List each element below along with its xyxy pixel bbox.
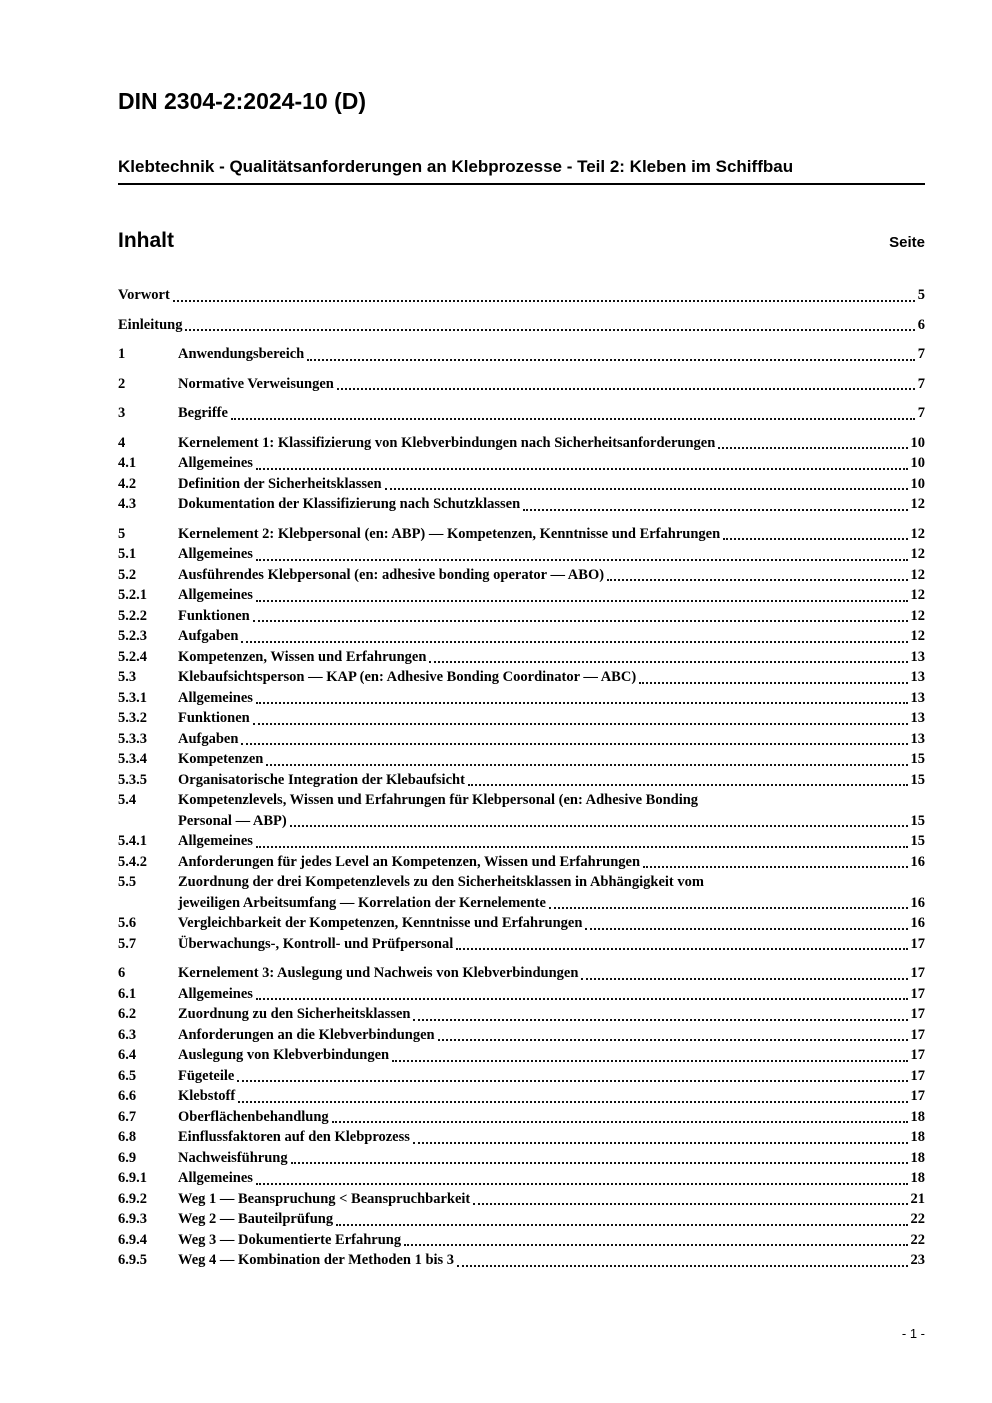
dot-leader [253,723,908,725]
toc-entry [118,453,925,474]
dot-leader [291,1162,908,1164]
toc-entry-number: 5.1 [118,546,137,562]
toc-entry [118,688,925,709]
toc-entry-page: 22 [910,1211,925,1227]
toc-entry-number: 5.5 [118,874,137,890]
toc-entry [118,647,925,668]
dot-leader [473,1203,907,1205]
toc-entry [118,1045,925,1066]
dot-leader [237,1080,907,1082]
toc-entry-number: 5.6 [118,915,137,931]
toc-entry [118,1107,925,1128]
toc-entry-number: 6 [118,965,126,981]
toc-entry [118,667,925,688]
toc-entry [118,606,925,627]
toc-entry-number: 6.9.2 [118,1190,147,1207]
toc-entry-number: 5.3.2 [118,710,147,726]
toc-entry-title: jeweiligen Arbeitsumfang — Korrelation der Kernelemente [178,894,546,911]
toc-entry-title: Allgemeines [178,587,253,603]
toc-entry [118,1025,925,1046]
toc-entry-page: 18 [910,1129,925,1145]
toc-entry [118,315,925,336]
toc-entry [118,1250,925,1271]
toc-entry-number: 5.3.4 [118,751,147,767]
toc-entry-title: Funktionen [178,710,250,726]
dot-leader [256,600,908,602]
toc-entry-number: 5.3.1 [118,689,147,706]
dot-leader [643,866,907,868]
document-number: DIN 2304-2:2024-10 (D) [118,88,367,114]
page-column-label: Seite [889,234,925,251]
toc-entry-number: 6.5 [118,1067,137,1084]
toc-entry-title: Kernelement 1: Klassifizierung von Klebverbindungen nach Sicherheitsanforderungen [178,434,716,451]
toc-entry-page: 23 [910,1252,925,1268]
toc-entry-page: 13 [910,730,925,747]
toc-entry-title: Zuordnung zu den Sicherheitsklassen [178,1006,411,1022]
toc-entry [118,934,925,955]
toc-entry-number: 6.9.5 [118,1252,147,1268]
toc-entry-page: 15 [910,751,925,767]
toc-entry-page: 17 [910,1088,925,1104]
toc-entry-title: Klebaufsichtsperson — KAP (en: Adhesive Bonding Coordinator — ABC) [178,669,637,685]
toc-entry [118,852,925,873]
toc-entry [118,403,925,424]
toc-entry [118,729,925,750]
toc-entry-title: Personal — ABP) [178,812,287,829]
toc-entry-title: Kompetenzlevels, Wissen und Erfahrungen für Klebpersonal (en: Adhesive Bonding [178,792,699,808]
toc-entry-page: 12 [910,628,925,644]
dot-leader [256,702,908,704]
toc-entry-number: 3 [118,405,126,421]
toc-entry [118,374,925,395]
toc-entry-page: 18 [910,1108,925,1125]
toc-entry-number: 5.7 [118,935,137,952]
toc-entry-number: 6.9.4 [118,1231,147,1248]
toc-entry-page: 12 [910,496,925,512]
toc-entry-page: 16 [910,915,925,931]
toc-entry-title: Allgemeines [178,689,253,706]
toc-entry-page: 17 [910,935,925,952]
toc-entry-title: Vergleichbarkeit der Kompetenzen, Kenntnisse und Erfahrungen [178,915,583,931]
toc-entry-number: 6.6 [118,1088,137,1104]
toc-entry-title: Nachweisführung [178,1149,288,1166]
toc-entry [118,913,925,934]
toc-entry [118,524,925,545]
toc-entry-title: Organisatorische Integration der Klebaufsicht [178,771,465,788]
toc-entry-page: 17 [910,1026,925,1043]
toc-entry-page: 21 [910,1190,925,1207]
toc-entry-title: Einleitung [118,316,183,333]
dot-leader [337,388,915,390]
toc-entry-title: Einflussfaktoren auf den Klebprozess [178,1129,410,1145]
toc-entry [118,626,925,647]
toc-entry-page: 17 [910,1006,925,1022]
toc-entry [118,790,925,831]
toc-entry-page: 6 [917,316,925,333]
toc-entry-page: 10 [910,455,925,471]
dot-leader [523,509,907,511]
dot-leader [241,743,907,745]
dot-leader [332,1121,908,1123]
toc-entry [118,708,925,729]
toc-entry-number: 5.2.4 [118,648,147,665]
toc-entry [118,285,925,306]
toc-entry-number: 5.3.3 [118,730,147,747]
toc-entry-page: 7 [917,346,925,362]
toc-entry-page: 5 [917,287,925,303]
toc-entry-number: 5.2.2 [118,607,147,624]
toc-entry-page: 16 [910,894,925,911]
toc-entry-title: Aufgaben [178,730,239,747]
toc-entry-number: 5.2 [118,566,137,583]
toc-entry-title: Anwendungsbereich [178,346,305,362]
toc-entry-title: Fügeteile [178,1067,235,1084]
toc-entry-page: 15 [910,812,925,829]
toc-entry-page: 17 [910,1047,925,1063]
toc-entry-page: 12 [910,566,925,583]
toc-entry-page: 10 [910,475,925,492]
dot-leader [256,998,908,1000]
dot-leader [256,846,908,848]
toc-entry-number: 6.4 [118,1047,137,1063]
dot-leader [639,682,907,684]
toc-entry [118,1086,925,1107]
dot-leader [336,1224,907,1226]
toc-entry-number: 5.4 [118,792,137,808]
toc-entry-page: 15 [910,771,925,788]
dot-leader [385,488,908,490]
dot-leader [718,447,907,449]
toc-entry-page: 16 [910,853,925,870]
toc-entry [118,770,925,791]
toc-entry [118,831,925,852]
toc-entry-title: Dokumentation der Klassifizierung nach Schutzklassen [178,496,521,512]
dot-leader [256,468,908,470]
toc-entry-page: 17 [910,965,925,981]
toc-entry-page: 18 [910,1170,925,1186]
toc-entry-page: 13 [910,648,925,665]
toc-entry-title: Funktionen [178,607,250,624]
toc-entry-title: Klebstoff [178,1088,236,1104]
toc-entry-number: 2 [118,375,126,392]
page-number-footer: - 1 - [901,1326,925,1341]
toc-entry-page: 7 [917,375,925,392]
toc-entry-number: 5 [118,525,126,542]
toc-entry [118,1148,925,1169]
toc-entry-number: 1 [118,346,126,362]
dot-leader [585,928,907,930]
toc-entry-page: 15 [910,833,925,849]
dot-leader [581,978,907,980]
toc-entry-number: 6.7 [118,1108,137,1125]
toc-entry-title: Kernelement 3: Auslegung und Nachweis von Klebverbindungen [178,965,579,981]
toc-entry-title: Anforderungen an die Klebverbindungen [178,1026,435,1043]
dot-leader [256,559,908,561]
dot-leader [307,359,915,361]
dot-leader [185,329,914,331]
toc-entry [118,984,925,1005]
toc-entry-number: 4.3 [118,496,137,512]
toc-entry-number: 6.9.1 [118,1170,147,1186]
toc-entry [118,1189,925,1210]
toc-entry-title: Kompetenzen [178,751,264,767]
toc-entry [118,749,925,770]
toc-entry-number: 5.2.3 [118,628,147,644]
dot-leader [256,1183,908,1185]
dot-leader [723,538,907,540]
dot-leader [607,579,907,581]
toc-entry-number: 4.1 [118,455,137,471]
dot-leader [241,641,907,643]
dot-leader [413,1142,908,1144]
toc-entry [118,1230,925,1251]
toc-entry-title: Zuordnung der drei Kompetenzlevels zu den Sicherheitsklassen in Abhängigkeit vom [178,874,704,890]
dot-leader [392,1060,907,1062]
toc-entry-title: Allgemeines [178,455,253,471]
toc-entry-title: Definition der Sicherheitsklassen [178,475,382,492]
toc-entry [118,1127,925,1148]
toc-entry-title: Kompetenzen, Wissen und Erfahrungen [178,648,427,665]
toc-entry-page: 17 [910,985,925,1002]
toc-entry-number: 6.3 [118,1026,137,1043]
toc-entry-title: Weg 1 — Beanspruchung < Beanspruchbarkeit [178,1190,471,1207]
toc-entry-title: Oberflächenbehandlung [178,1108,329,1125]
dot-leader [457,1265,907,1267]
toc-entry-number: 5.3 [118,669,137,685]
toc-entry-title: Überwachungs-, Kontroll- und Prüfpersonal [178,935,454,952]
toc-entry-page: 12 [910,546,925,562]
toc-list [118,285,925,1271]
toc-entry [118,872,925,913]
dot-leader [429,661,907,663]
toc-entry-title: Weg 4 — Kombination der Methoden 1 bis 3 [178,1252,455,1268]
toc-header [118,229,925,253]
toc-entry-title: Allgemeines [178,546,253,562]
toc-entry-number: 6.1 [118,985,137,1002]
toc-entry-title: Allgemeines [178,1170,253,1186]
toc-entry [118,963,925,984]
toc-entry [118,1066,925,1087]
toc-entry-number: 6.9 [118,1149,137,1166]
toc-entry-title: Allgemeines [178,985,253,1002]
toc-entry-title: Vorwort [118,287,170,303]
toc-entry-page: 22 [910,1231,925,1248]
toc-entry-page: 13 [910,689,925,706]
toc-entry-number: 5.3.5 [118,771,147,788]
toc-entry-title: Begriffe [178,405,228,421]
toc-entry-page: 7 [917,405,925,421]
toc-heading: Inhalt [118,229,174,252]
toc-entry-page: 12 [910,525,925,542]
toc-entry-number: 4.2 [118,475,137,492]
toc-entry-title: Kernelement 2: Klebpersonal (en: ABP) — Kompetenzen, Kenntnisse und Erfahrungen [178,525,721,542]
dot-leader [468,784,908,786]
toc-entry-title: Normative Verweisungen [178,375,334,392]
toc-entry-page: 17 [910,1067,925,1084]
toc-entry-number: 5.4.1 [118,833,147,849]
toc-entry-number: 6.2 [118,1006,137,1022]
toc-entry [118,474,925,495]
toc-entry [118,1004,925,1025]
toc-entry [118,344,925,365]
toc-entry [118,565,925,586]
toc-entry [118,585,925,606]
toc-entry [118,433,925,454]
toc-entry-number: 5.2.1 [118,587,147,603]
toc-entry-number: 4 [118,434,126,451]
toc-entry-title: Auslegung von Klebverbindungen [178,1047,390,1063]
dot-leader [549,907,908,909]
dot-leader [238,1101,907,1103]
dot-leader [253,620,908,622]
toc-entry-number: 6.9.3 [118,1211,147,1227]
dot-leader [290,825,908,827]
dot-leader [173,300,915,302]
toc-entry-page: 18 [910,1149,925,1166]
toc-entry-page: 13 [910,669,925,685]
dot-leader [404,1244,907,1246]
toc-entry-title: Aufgaben [178,628,239,644]
toc-entry-title: Allgemeines [178,833,253,849]
dot-leader [456,948,907,950]
toc-entry-page: 10 [910,434,925,451]
toc-entry-title: Anforderungen für jedes Level an Kompetenzen, Wissen und Erfahrungen [178,853,641,870]
toc-entry-title: Weg 2 — Bauteilprüfung [178,1211,334,1227]
toc-entry-page: 13 [910,710,925,726]
dot-leader [266,764,907,766]
toc-entry-number: 5.4.2 [118,853,147,870]
toc-entry-page: 12 [910,607,925,624]
dot-leader [231,418,915,420]
toc-entry-title: Ausführendes Klebpersonal (en: adhesive bonding operator — ABO) [178,566,605,583]
toc-entry [118,1168,925,1189]
toc-entry [118,544,925,565]
document-title: Klebtechnik - Qualitätsanforderungen an Klebprozesse - Teil 2: Kleben im Schiffbau [118,157,925,185]
page-content [118,0,925,1271]
toc-entry-number: 6.8 [118,1129,137,1145]
toc-entry [118,1209,925,1230]
dot-leader [413,1019,907,1021]
toc-entry-title: Weg 3 — Dokumentierte Erfahrung [178,1231,402,1248]
dot-leader [438,1039,908,1041]
toc-entry-page: 12 [910,587,925,603]
toc-entry [118,494,925,515]
